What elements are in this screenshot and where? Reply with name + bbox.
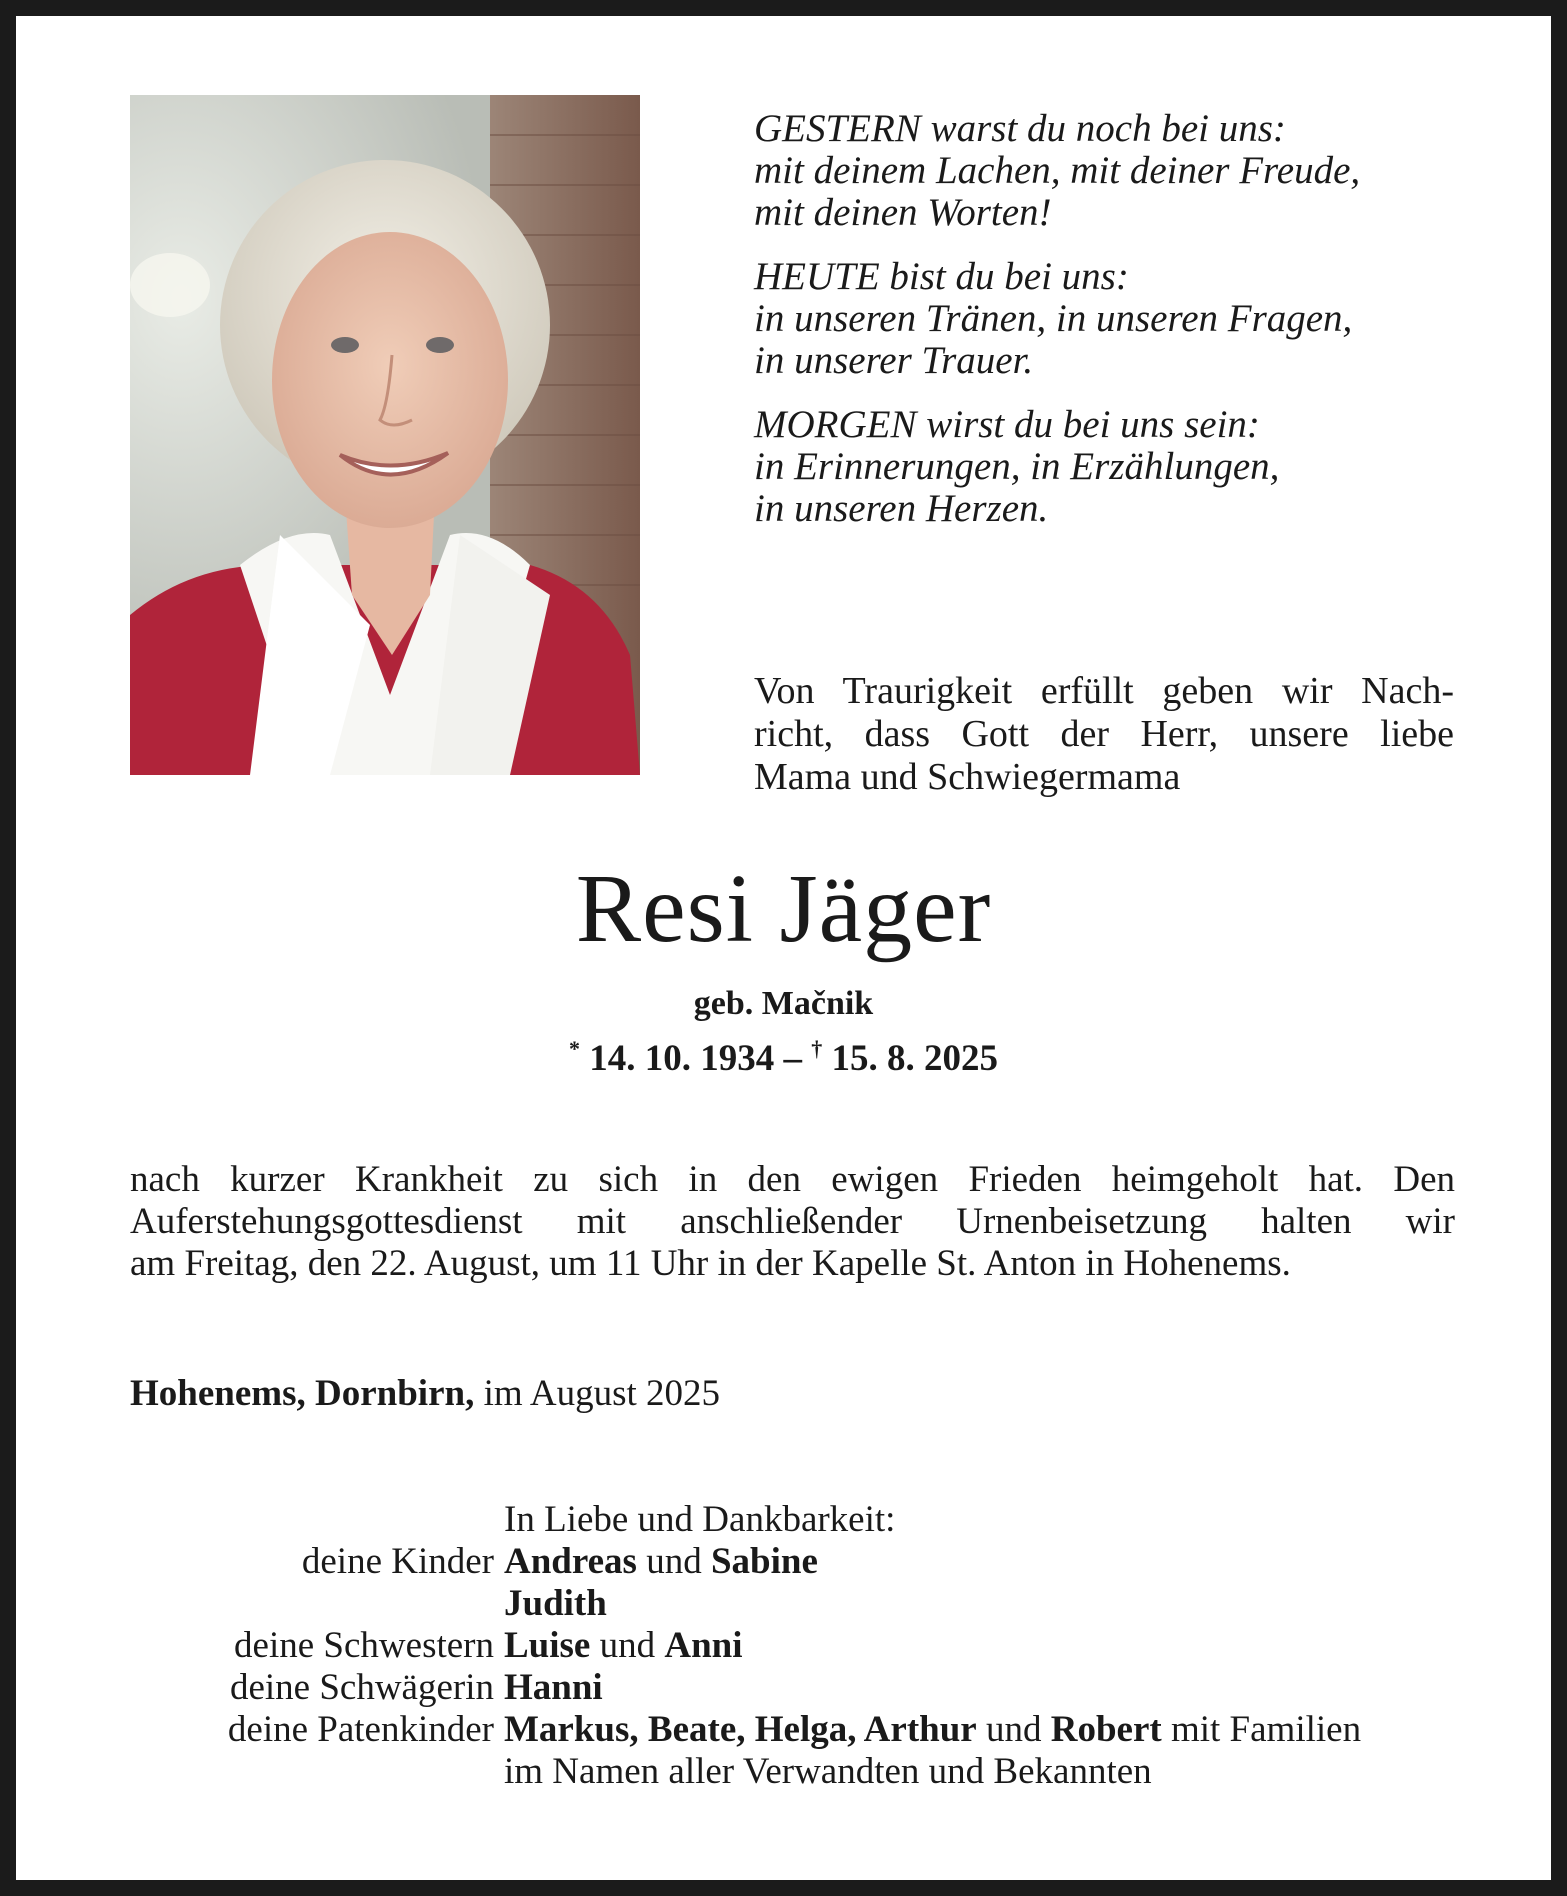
mourner-relation: deine Schwägerin — [229, 1667, 494, 1708]
poem-line: mit deinen Worten! — [754, 191, 1052, 234]
birth-name: geb. Mačnik — [693, 985, 874, 1022]
death-symbol: † — [811, 1036, 823, 1061]
intro-line: richt, dass Gott der Herr, unsere liebe — [754, 713, 1454, 755]
date-dash: – — [783, 1038, 802, 1079]
mourner-name: Andreas — [504, 1541, 637, 1582]
mourner-relation: deine Kinder — [301, 1541, 494, 1582]
poem-stanza-tomorrow — [754, 404, 1474, 530]
intro-line: Mama und Schwiegermama — [754, 756, 1181, 798]
deceased-name: Resi Jäger — [575, 855, 992, 963]
mourner-row-sister-in-law — [130, 1667, 1510, 1709]
mourner-name: Anni — [664, 1625, 743, 1666]
poem-line: GESTERN warst du noch bei uns: — [754, 107, 1286, 150]
date-text: im August 2025 — [483, 1373, 720, 1414]
closing-line: im Namen aller Verwandten und Bekannten — [504, 1751, 1152, 1792]
mourners-heading-row — [130, 1499, 1510, 1541]
conjunction: und — [599, 1625, 656, 1666]
place-and-date — [130, 1373, 720, 1415]
announcement-line: nach kurzer Krankheit zu sich in den ewigen Frieden heimgeholt hat. Den — [130, 1159, 1455, 1200]
mourner-relation: deine Patenkinder — [227, 1709, 494, 1750]
mourner-name: Luise — [504, 1625, 591, 1666]
mourner-row-closing — [130, 1751, 1510, 1793]
poem-stanza-today — [754, 256, 1474, 382]
announcement-line: am Freitag, den 22. August, um 11 Uhr in der Kapelle St. Anton in Hohenems. — [130, 1243, 1291, 1284]
mourners-list — [130, 1499, 1510, 1793]
mourner-name: Hanni — [504, 1667, 603, 1708]
conjunction: und — [985, 1709, 1042, 1750]
obituary-page — [16, 16, 1551, 1880]
poem-line: in unseren Tränen, in unseren Fragen, — [754, 297, 1353, 340]
conjunction: und — [646, 1541, 702, 1582]
birth-symbol: * — [569, 1036, 580, 1061]
mourner-row-godchildren — [130, 1709, 1510, 1751]
mourner-name: Judith — [504, 1583, 607, 1624]
poem-line: mit deinem Lachen, mit deiner Freude, — [754, 149, 1361, 192]
death-date: 15. 8. 2025 — [831, 1038, 998, 1079]
intro-line: Von Traurigkeit erfüllt geben wir Nach- — [754, 670, 1454, 712]
announcement-text — [130, 1159, 1455, 1285]
poem-line: in unserer Trauer. — [754, 339, 1034, 382]
poem — [754, 108, 1474, 552]
mourner-row-sisters — [130, 1625, 1510, 1667]
mourner-name: Sabine — [710, 1541, 818, 1582]
mourner-row-children — [130, 1541, 1510, 1583]
mourners-heading: In Liebe und Dankbarkeit: — [504, 1499, 896, 1540]
poem-stanza-yesterday — [754, 108, 1474, 234]
mourner-suffix: mit Familien — [1170, 1709, 1362, 1750]
mourner-name: Robert — [1050, 1709, 1162, 1750]
mourner-row-children-2 — [130, 1583, 1510, 1625]
mourner-relation: deine Schwestern — [234, 1625, 494, 1666]
portrait-photo — [130, 95, 640, 775]
birth-date: 14. 10. 1934 — [589, 1038, 775, 1079]
mourner-name: Markus, Beate, Helga, Arthur — [504, 1709, 977, 1750]
place-names: Hohenems, Dornbirn, — [130, 1373, 475, 1414]
poem-line: in unseren Herzen. — [754, 487, 1049, 530]
intro-text — [754, 670, 1454, 799]
poem-line: HEUTE bist du bei uns: — [754, 255, 1129, 298]
poem-line: MORGEN wirst du bei uns sein: — [754, 403, 1260, 446]
life-dates — [16, 1027, 1551, 1081]
poem-line: in Erinnerungen, in Erzählungen, — [754, 445, 1280, 488]
announcement-line: Auferstehungsgottesdienst mit anschließender Urnenbeisetzung halten wir — [130, 1201, 1455, 1242]
